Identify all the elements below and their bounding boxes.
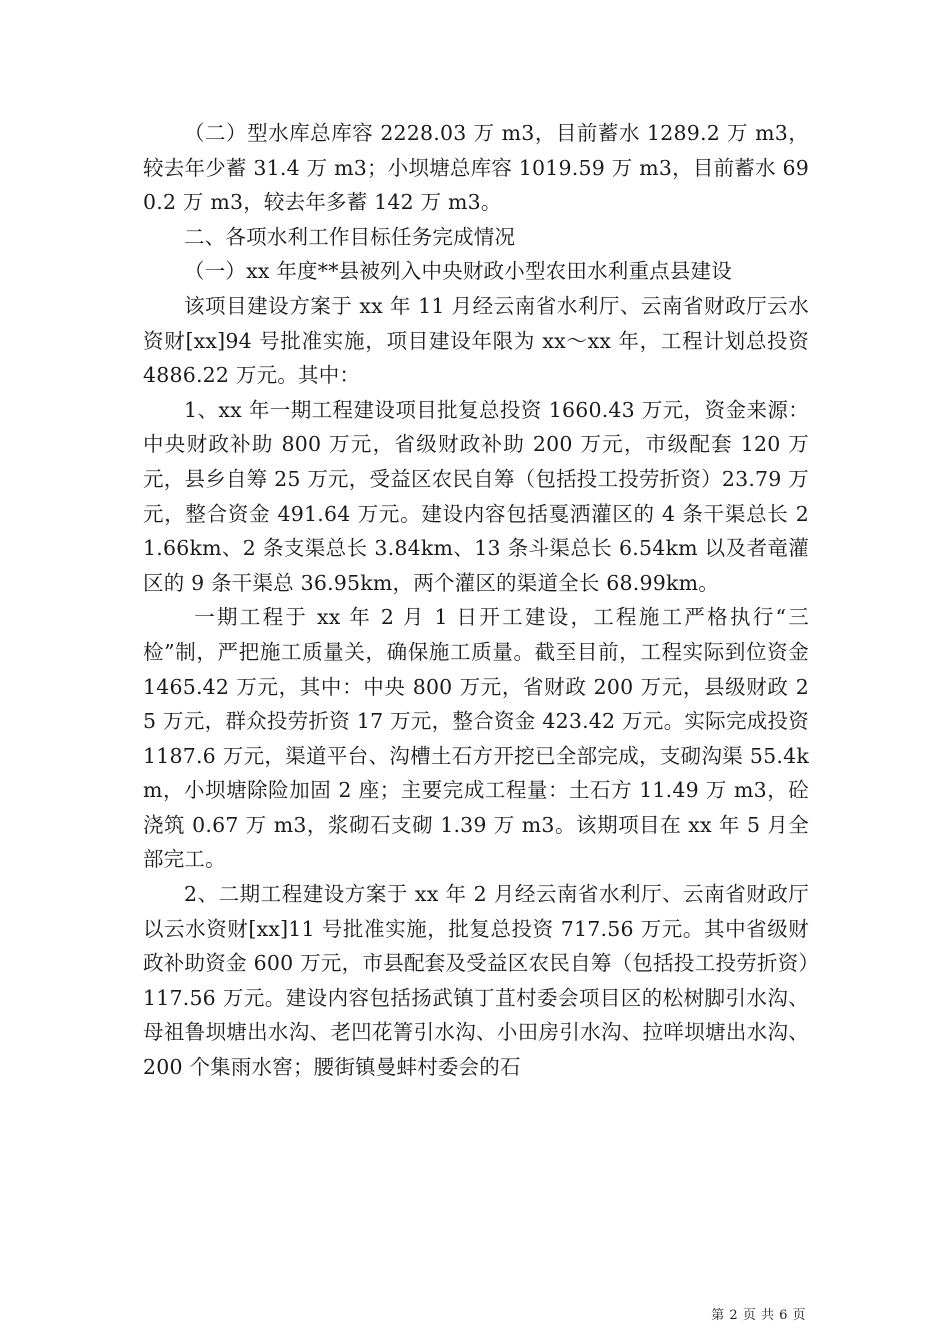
section-heading-targets: 二、各项水利工作目标任务完成情况 xyxy=(184,224,516,249)
paragraph-phase-two-plan: 2、二期工程建设方案于 xx 年 2 月经云南省水利厅、云南省财政厅以云水资财[xx]11 号批准实施，批复总投资 717.56 万元。其中省级财政补助资金 600 万元，市县配套及受益区农民自筹（包括投工投劳折资）117.56 万元。建设内容包括扬武镇丁苴村委会项目区的松树脚引水沟、母祖鲁坝塘出水沟、老凹花箐引水沟、小田房引水沟、拉咩坝塘出水沟、200 个集雨水窖；腰街镇曼蚌村委会的石 xyxy=(143,882,809,1080)
paragraph-reservoir-storage: （二）型水库总库容 2228.03 万 m3，目前蓄水 1289.2 万 m3，较去年少蓄 31.4 万 m3；小坝塘总库容 1019.59 万 m3，目前蓄水 690.2 万 m3，较去年多蓄 142 万 m3。 xyxy=(143,121,809,215)
page-number: 第 2 页 共 6 页 xyxy=(711,1308,806,1323)
paragraph-project-plan: 该项目建设方案于 xx 年 11 月经云南省水利厅、云南省财政厅云水资财[xx]94 号批准实施，项目建设年限为 xx～xx 年，工程计划总投资 4886.22 万元。其中： xyxy=(143,293,809,388)
paragraph-phase-one-progress: 一期工程于 xx 年 2 月 1 日开工建设，工程施工严格执行“三检”制，严把施工质量关，确保施工质量。截至目前，工程实际到位资金 1465.42 万元，其中：中央 800 万元，省财政 200 万元，县级财政 25 万元，群众投劳折资 17 万元，整合资金 423.42 万元。实际完成投资 1187.6 万元，渠道平台、沟槽土石方开挖已全部完成，支砌沟渠 55.4km，小坝塘除险加固 2 座；主要完成工程量：土石方 11.49 万 m3，砼浇筑 0.67 万 m3，浆砌石支砌 1.39 万 m3。该期项目在 xx 年 5 月全部完工。 xyxy=(143,605,809,872)
paragraph-phase-one-investment: 1、xx 年一期工程建设项目批复总投资 1660.43 万元，资金来源：中央财政补助 800 万元，省级财政补助 200 万元，市级配套 120 万元，县乡自筹 25 万元，受益区农民自筹（包括投工投劳折资）23.79 万元，整合资金 491.64 万元。建设内容包括戛洒灌区的 4 条干渠总长 21.66km、2 条支渠总长 3.84km、13 条斗渠总长 6.54km 以及者竜灌区的 9 条干渠总 36.95km，两个灌区的渠道全长 68.99km。 xyxy=(143,397,809,595)
document-body xyxy=(143,116,809,1085)
subsection-heading-key-county: （一）xx 年度**县被列入中央财政小型农田水利重点县建设 xyxy=(184,259,732,284)
